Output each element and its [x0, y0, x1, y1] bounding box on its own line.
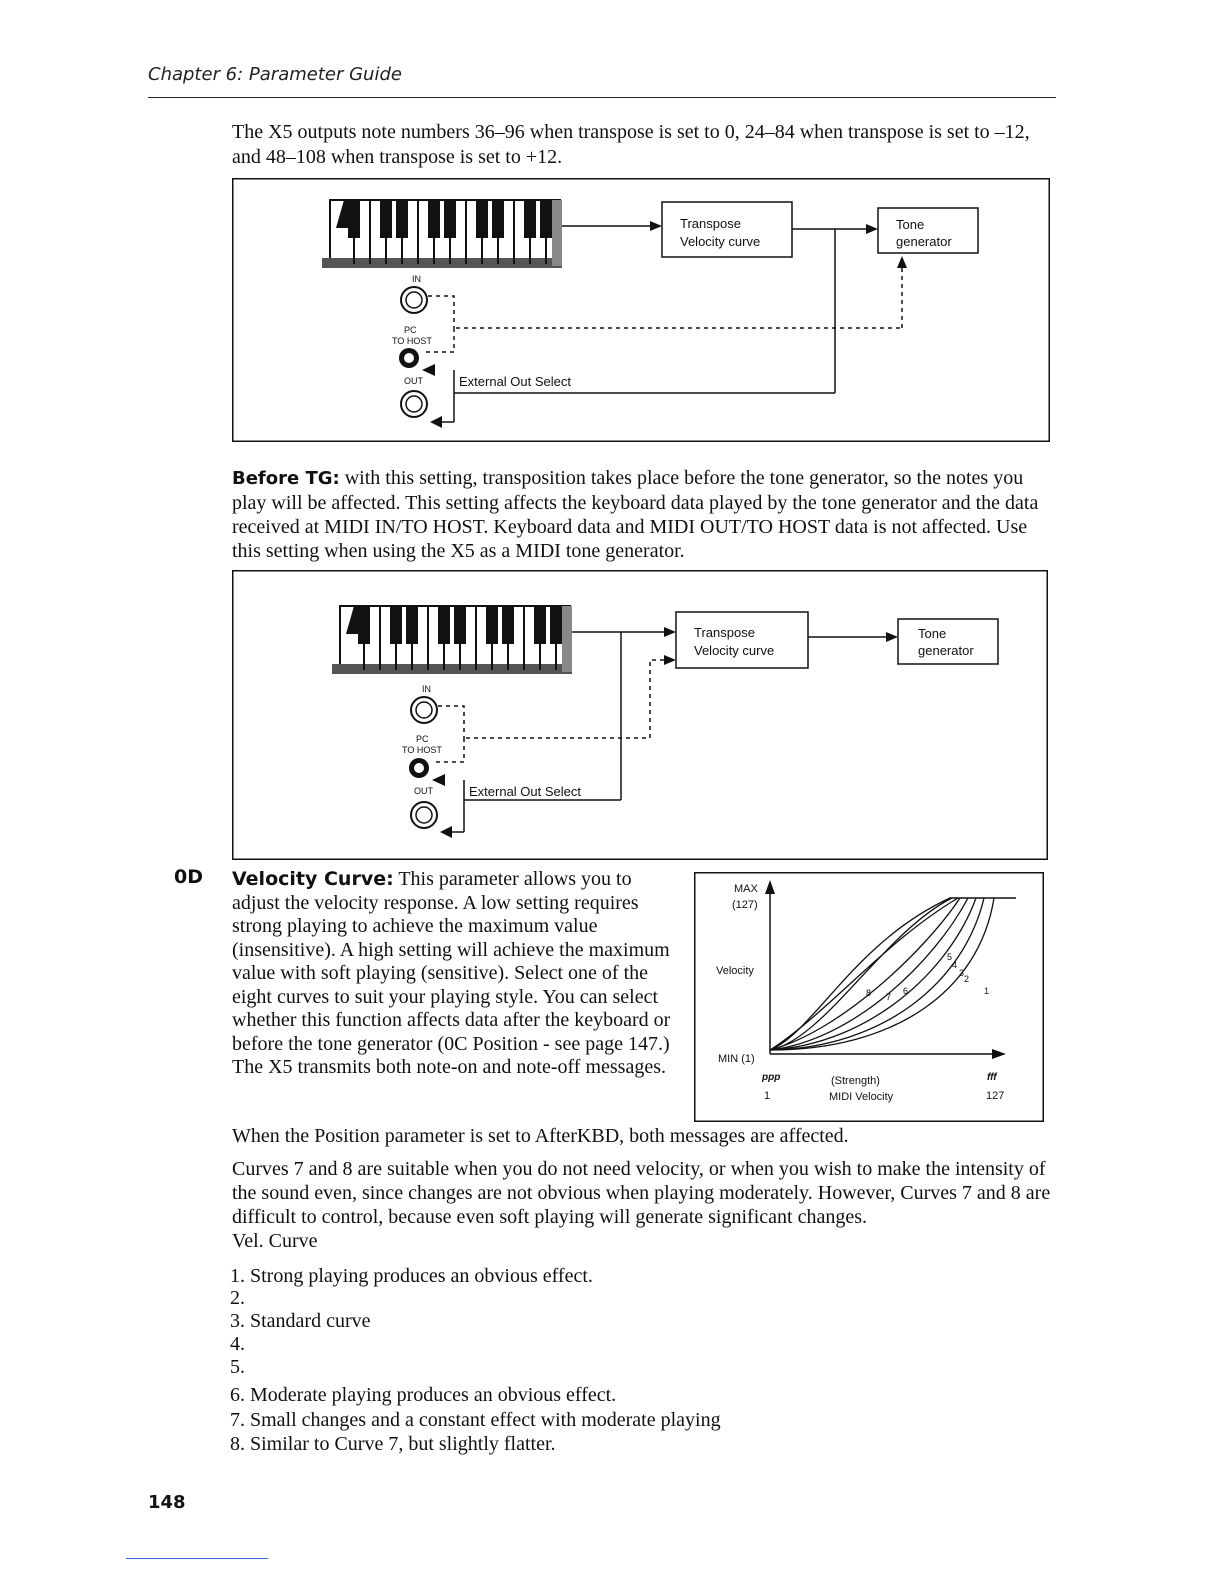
- midi-in-port-icon: [411, 697, 437, 723]
- velocity-curve-label: Velocity Curve:: [232, 868, 394, 890]
- list-item: 4.: [230, 1333, 245, 1355]
- tone-label: Tone: [896, 217, 925, 232]
- velocity-curve-label: Velocity curve: [694, 643, 775, 658]
- in-label: IN: [412, 274, 421, 284]
- in-label: IN: [422, 684, 431, 694]
- x-max-label: 127: [986, 1090, 1005, 1102]
- external-out-select-label: External Out Select: [459, 374, 571, 389]
- velocity-curve-paragraph: [232, 868, 672, 1080]
- intro-paragraph: The X5 outputs note numbers 36–96 when transpose is set to 0, 24–84 when transpose is set to –12, and 48–108 when transpose is set to +12.: [232, 121, 1030, 168]
- before-tg-label: Before TG:: [232, 468, 340, 489]
- curve-label-4: 4: [952, 960, 958, 970]
- out-label: OUT: [404, 376, 423, 386]
- soft-dynamic-mark: ppp: [762, 1072, 781, 1083]
- curves-note: Curves 7 and 8 are suitable when you do not need velocity, or when you wish to make the intensity of the sound even, since changes are not obvious when playing moderately. However, Curves 7 and 8 are difficult to control, because even soft playing will generate significant changes.: [232, 1158, 1051, 1228]
- curve-4: [770, 898, 968, 1050]
- curve-label-6: 6: [903, 986, 909, 996]
- list-item: 3. Standard curve: [230, 1310, 371, 1332]
- curve-label-8: 8: [866, 988, 872, 998]
- transpose-label: Transpose: [680, 216, 741, 231]
- curve-2: [770, 898, 984, 1050]
- chapter-header: Chapter 6: Parameter Guide: [148, 64, 402, 85]
- velocity-curve-text: This parameter allows you to adjust the velocity response. A low setting requires strong playing to achieve the maximum value (insensitive). A high setting will achieve the maximum value with soft playing (sensitive). Select one of the eight curves to suit your playing style. You can select whether this function affects data after the keyboard or before the tone generator (0C Position - see page 147.) The X5 transmits both note-on and note-off messages.: [232, 868, 671, 1078]
- velocity-curve-graph: [694, 872, 1044, 1122]
- footer-line: [126, 1558, 268, 1559]
- keyboard-icon: [332, 606, 572, 674]
- list-item: 7. Small changes and a constant effect with moderate playing: [230, 1409, 721, 1431]
- y-max-value: (127): [732, 899, 758, 911]
- before-tg-text: with this setting, transposition takes place before the tone generator, so the notes you play will be affected. This setting affects the keyboard data played by the tone generator and the data received at MIDI IN/TO HOST. Keyboard data and MIDI OUT/TO HOST data is not affected. Use this setting when using the X5 as a MIDI tone generator.: [232, 467, 1039, 562]
- x-axis-label: MIDI Velocity: [829, 1091, 894, 1103]
- transpose-label: Transpose: [694, 625, 755, 640]
- to-host-port-icon: [399, 348, 419, 368]
- list-item: 8. Similar to Curve 7, but slightly flatter.: [230, 1433, 556, 1455]
- generator-label: generator: [918, 643, 974, 658]
- x-axis-strength-label: (Strength): [831, 1075, 880, 1087]
- signal-flow-diagram-before-tg: [232, 570, 1048, 860]
- generator-label: generator: [896, 234, 952, 249]
- pc-label: PC: [404, 325, 417, 335]
- to-host-label: TO HOST: [392, 336, 432, 346]
- pc-label: PC: [416, 734, 429, 744]
- curve-label-1: 1: [984, 986, 990, 996]
- list-item: 5.: [230, 1356, 245, 1378]
- tone-label: Tone: [918, 626, 947, 641]
- page-number: 148: [148, 1492, 186, 1513]
- loud-dynamic-mark: fff: [987, 1072, 997, 1083]
- external-out-select-label: External Out Select: [469, 784, 581, 799]
- out-label: OUT: [414, 786, 433, 796]
- to-host-label: TO HOST: [402, 745, 442, 755]
- curve-label-3: 3: [959, 968, 965, 978]
- keyboard-icon: [322, 200, 562, 268]
- list-item: 2.: [230, 1287, 245, 1309]
- before-tg-paragraph: [232, 466, 1052, 563]
- y-min-label: MIN (1): [718, 1053, 755, 1065]
- list-item: 1. Strong playing produces an obvious effect.: [230, 1265, 593, 1287]
- y-max-label: MAX: [734, 883, 758, 895]
- x-min-label: 1: [764, 1090, 771, 1102]
- parameter-id: 0D: [174, 866, 203, 888]
- curve-label-7: 7: [886, 992, 892, 1002]
- midi-out-port-icon: [401, 391, 427, 417]
- header-rule: [148, 97, 1056, 98]
- midi-in-port-icon: [401, 287, 427, 313]
- curve-label-5: 5: [947, 952, 953, 962]
- signal-flow-diagram-after-kbd: [232, 178, 1050, 442]
- list-item: 6. Moderate playing produces an obvious effect.: [230, 1384, 617, 1406]
- to-host-port-icon: [409, 758, 429, 778]
- position-note: When the Position parameter is set to AfterKBD, both messages are affected.: [232, 1125, 849, 1147]
- midi-out-port-icon: [411, 802, 437, 828]
- y-axis-label: Velocity: [716, 965, 754, 977]
- vel-curve-list-title: Vel. Curve: [232, 1230, 318, 1252]
- velocity-curve-label: Velocity curve: [680, 234, 761, 249]
- curve-label-2: 2: [964, 974, 970, 984]
